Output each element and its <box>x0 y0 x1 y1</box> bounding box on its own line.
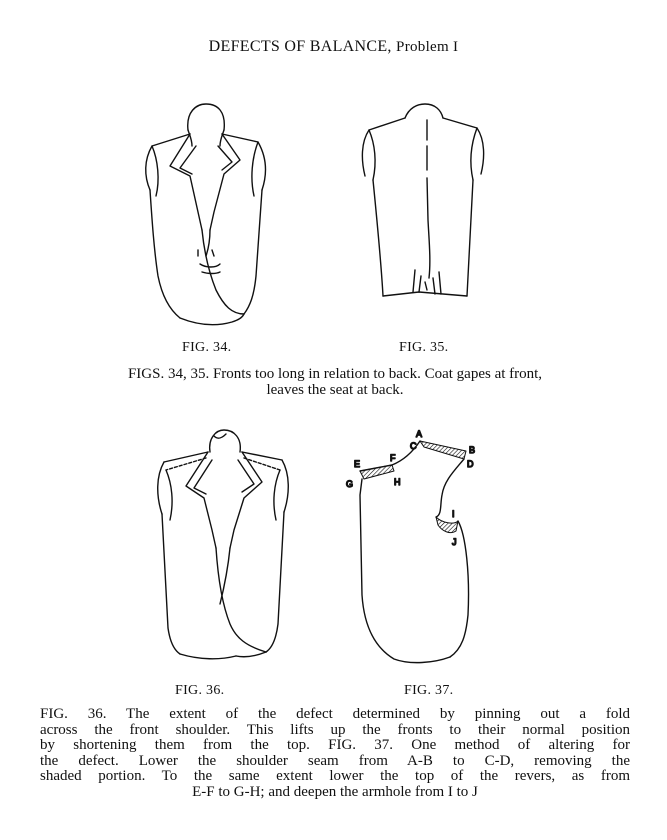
caption-line: FIGS. 34, 35. Fronts too long in relation to back. Coat gapes at front, <box>127 366 543 382</box>
fig-34-label: FIG. 34. <box>182 340 232 355</box>
point-a-label: A <box>416 429 423 439</box>
fig-37-label: FIG. 37. <box>404 683 454 698</box>
point-j-label: J <box>452 537 457 547</box>
caption-line: E-F to G-H; and deepen the armhole from I to J <box>192 783 478 800</box>
fig-34-illustration <box>140 100 280 335</box>
page-title: DEFECTS OF BALANCE, <box>208 38 392 55</box>
caption-figs-34-35 <box>40 366 630 398</box>
point-e-label: E <box>354 459 361 469</box>
point-b-label: B <box>469 445 476 455</box>
problem-number: Problem I <box>396 39 459 55</box>
caption-line: shaded portion. To the same extent lower the top of the revers, as from <box>40 768 630 784</box>
fig-35-label: FIG. 35. <box>399 340 449 355</box>
fig-36-label: FIG. 36. <box>175 683 225 698</box>
caption-line: leaves the seat at back. <box>266 382 404 398</box>
caption-line: FIG. 36. The extent of the defect determined by pinning out a fold <box>40 706 630 722</box>
fig-37-diagram <box>338 425 488 670</box>
page-header <box>0 38 667 56</box>
point-i-label: I <box>452 509 455 519</box>
caption-line: the defect. Lower the shoulder seam from A-B to C-D, removing the <box>40 752 630 769</box>
caption-line: across the front shoulder. This lifts up the fronts to their normal position <box>40 721 630 738</box>
point-c-label: C <box>410 441 417 451</box>
point-g-label: G <box>346 479 354 489</box>
point-f-label: F <box>390 453 396 463</box>
caption-line: by shortening them from the top. FIG. 37. One method of altering for <box>40 737 630 753</box>
fig-36-illustration <box>150 428 300 668</box>
point-h-label: H <box>394 477 401 487</box>
point-d-label: D <box>467 459 474 469</box>
caption-figs-36-37 <box>40 707 630 800</box>
fig-35-illustration <box>355 100 495 310</box>
